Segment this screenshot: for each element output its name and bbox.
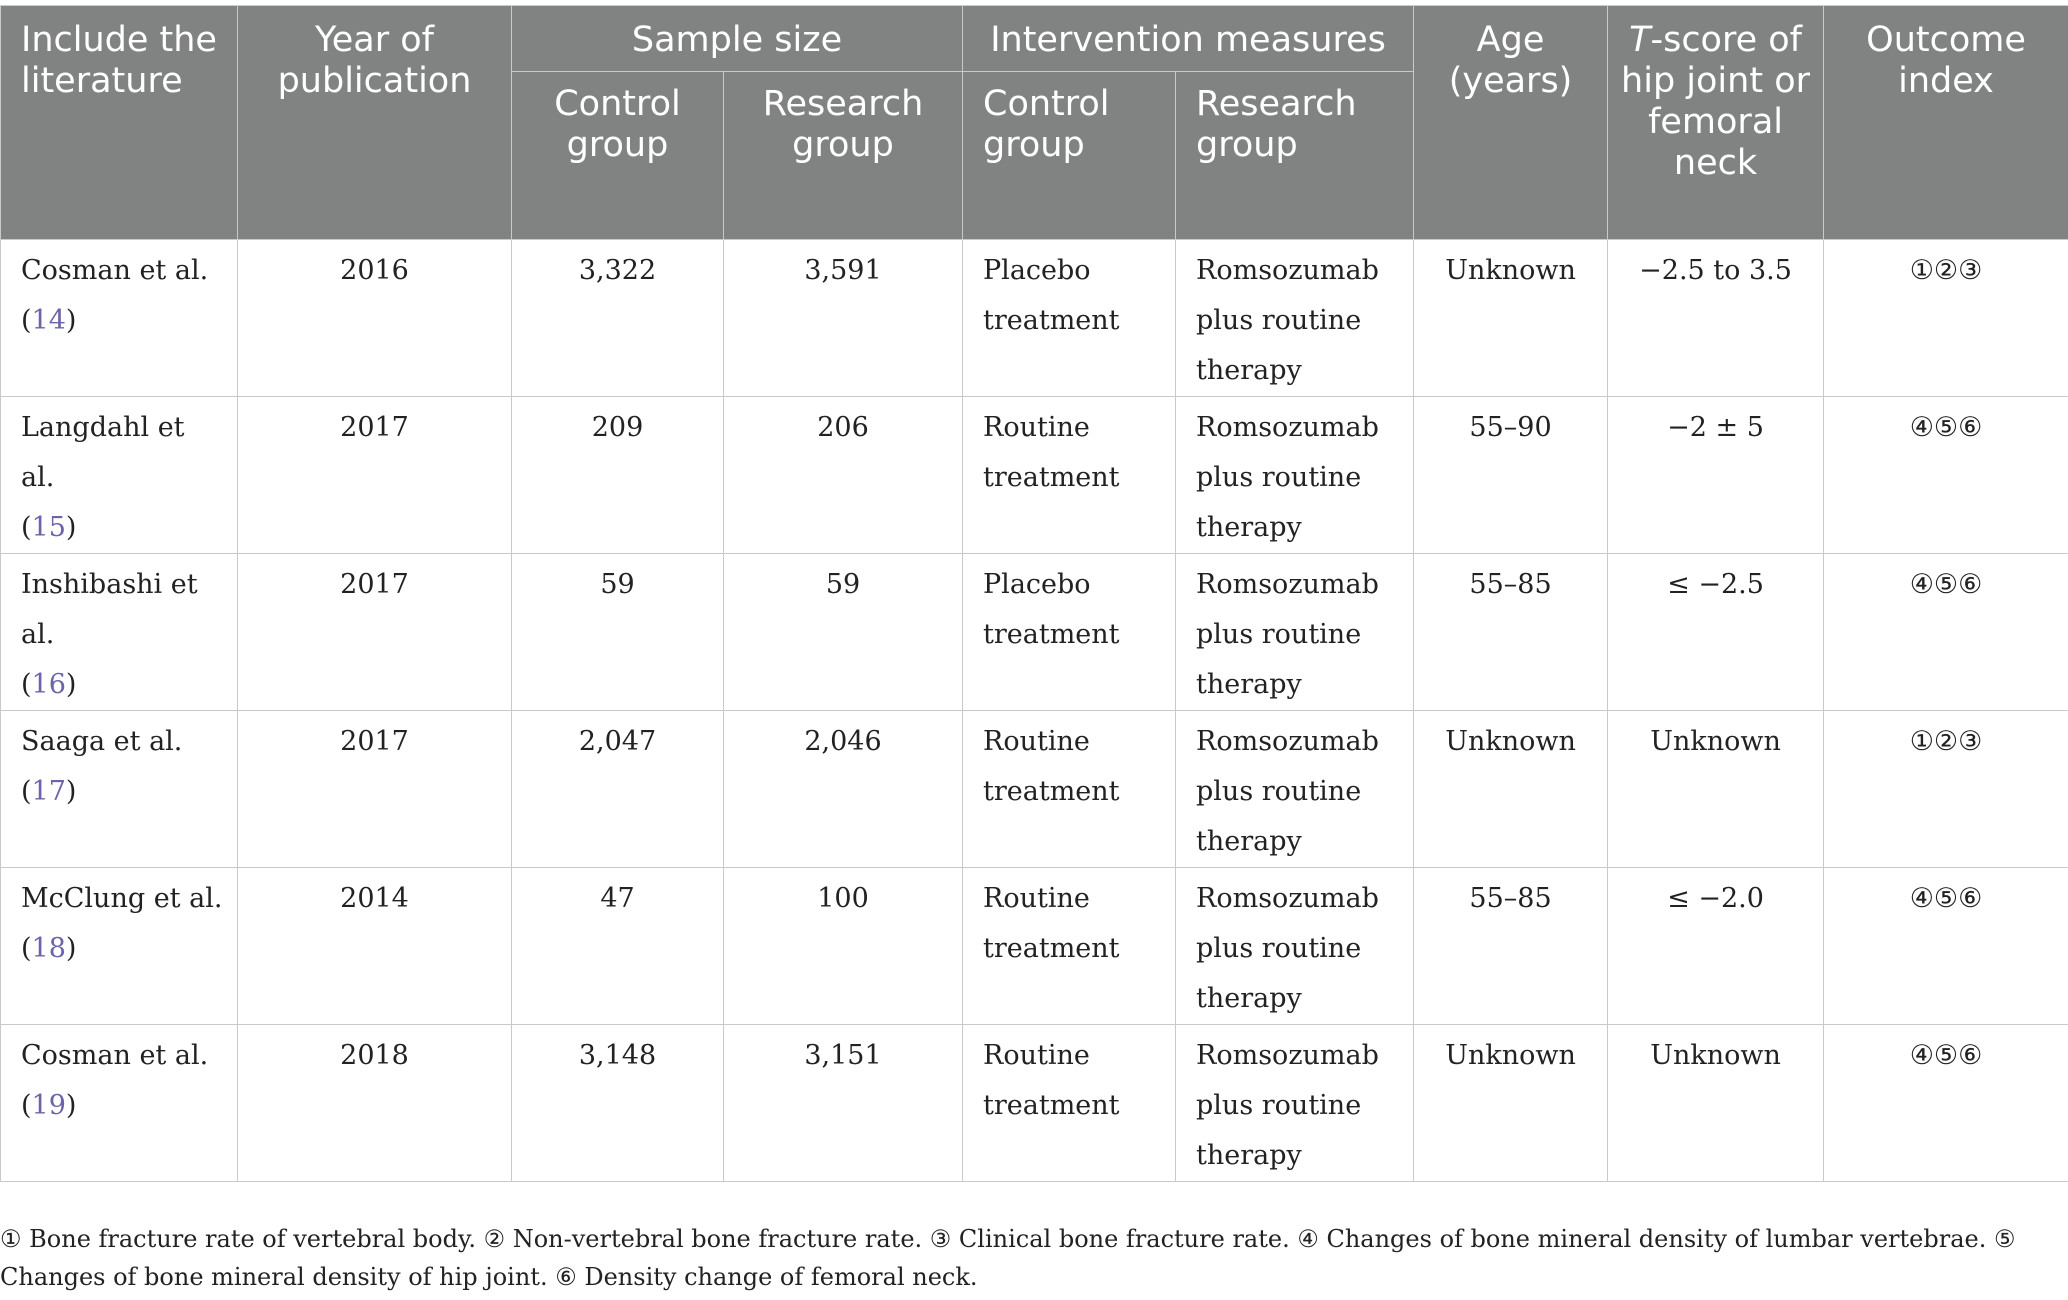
author-name: Cosman et al.: [21, 1040, 209, 1071]
cell-research-n: 206: [724, 397, 963, 554]
header-intervention: Intervention measures: [963, 6, 1414, 72]
cell-outcome: ④⑤⑥: [1824, 554, 2068, 711]
cell-control-n: 3,148: [512, 1025, 724, 1182]
cell-control-intervention: Placebo treatment: [963, 554, 1176, 711]
author-name: Saaga et al.: [21, 726, 183, 757]
reference-link[interactable]: 16: [31, 669, 66, 700]
cell-tscore: Unknown: [1608, 711, 1824, 868]
table-row: [1, 1025, 2068, 1182]
reference-link[interactable]: 14: [31, 305, 66, 336]
cell-research-n: 59: [724, 554, 963, 711]
cell-research-n: 100: [724, 868, 963, 1025]
cell-year: 2014: [238, 868, 512, 1025]
cell-research-intervention: Romsozumab plus routine therapy: [1176, 240, 1414, 397]
cell-research-intervention: Romsozumab plus routine therapy: [1176, 868, 1414, 1025]
cell-tscore: −2 ± 5: [1608, 397, 1824, 554]
cell-research-n: 2,046: [724, 711, 963, 868]
cell-tscore: −2.5 to 3.5: [1608, 240, 1824, 397]
cell-age: 55–85: [1414, 868, 1608, 1025]
table-row: [1, 711, 2068, 868]
header-sample-research: Research group: [724, 72, 963, 240]
table-header: [1, 6, 2068, 240]
cell-tscore: ≤ −2.5: [1608, 554, 1824, 711]
cell-control-intervention: Routine treatment: [963, 397, 1176, 554]
table-body: [1, 240, 2068, 1182]
cell-author: Inshibashi et al. (16): [1, 554, 238, 711]
cell-author: Cosman et al. (19): [1, 1025, 238, 1182]
cell-outcome: ①②③: [1824, 711, 2068, 868]
cell-author: Saaga et al. (17): [1, 711, 238, 868]
reference-link[interactable]: 19: [31, 1090, 66, 1121]
cell-age: Unknown: [1414, 1025, 1608, 1182]
cell-outcome: ④⑤⑥: [1824, 868, 2068, 1025]
author-name: Langdahl et al.: [21, 412, 185, 493]
cell-control-intervention: Routine treatment: [963, 711, 1176, 868]
cell-control-intervention: Routine treatment: [963, 1025, 1176, 1182]
cell-author: McClung et al. (18): [1, 868, 238, 1025]
cell-control-n: 209: [512, 397, 724, 554]
cell-control-n: 2,047: [512, 711, 724, 868]
cell-outcome: ④⑤⑥: [1824, 397, 2068, 554]
reference-link[interactable]: 17: [31, 776, 66, 807]
cell-author: Langdahl et al. (15): [1, 397, 238, 554]
cell-year: 2017: [238, 397, 512, 554]
header-tscore: [1608, 6, 1824, 240]
header-age: Age (years): [1414, 6, 1608, 240]
cell-research-intervention: Romsozumab plus routine therapy: [1176, 554, 1414, 711]
cell-research-n: 3,591: [724, 240, 963, 397]
cell-year: 2017: [238, 554, 512, 711]
cell-tscore: ≤ −2.0: [1608, 868, 1824, 1025]
cell-control-n: 59: [512, 554, 724, 711]
header-year: Year of publication: [238, 6, 512, 240]
cell-control-n: 3,322: [512, 240, 724, 397]
cell-control-n: 47: [512, 868, 724, 1025]
header-tscore-rest: -score of hip joint or femoral neck: [1621, 20, 1810, 183]
cell-author: Cosman et al. (14): [1, 240, 238, 397]
header-sample-control: Control group: [512, 72, 724, 240]
literature-table-container: [0, 5, 2068, 1182]
header-intervention-control: Control group: [963, 72, 1176, 240]
reference-link[interactable]: 18: [31, 933, 66, 964]
author-name: McClung et al.: [21, 883, 223, 914]
table-footnote: ① Bone fracture rate of vertebral body. ② Non-vertebral bone fracture rate. ③ Clinical bone fracture rate. ④ Changes of bone mineral density of lumbar vertebrae. ⑤ Changes of bone mineral density of hip joint. ⑥ Density change of femoral neck.: [0, 1225, 2016, 1291]
cell-age: 55–85: [1414, 554, 1608, 711]
header-literature: Include the literature: [1, 6, 238, 240]
cell-year: 2018: [238, 1025, 512, 1182]
table-row: [1, 240, 2068, 397]
cell-age: Unknown: [1414, 240, 1608, 397]
author-name: Inshibashi et al.: [21, 569, 198, 650]
header-sample-size: Sample size: [512, 6, 963, 72]
cell-year: 2017: [238, 711, 512, 868]
cell-outcome: ④⑤⑥: [1824, 1025, 2068, 1182]
cell-research-intervention: Romsozumab plus routine therapy: [1176, 1025, 1414, 1182]
table-row: [1, 554, 2068, 711]
header-outcome: Outcome index: [1824, 6, 2068, 240]
cell-control-intervention: Routine treatment: [963, 868, 1176, 1025]
cell-research-intervention: Romsozumab plus routine therapy: [1176, 397, 1414, 554]
table-row: [1, 868, 2068, 1025]
cell-research-n: 3,151: [724, 1025, 963, 1182]
literature-table: [0, 5, 2068, 1182]
reference-link[interactable]: 15: [31, 512, 66, 543]
header-tscore-italic: T: [1629, 20, 1651, 60]
cell-outcome: ①②③: [1824, 240, 2068, 397]
cell-control-intervention: Placebo treatment: [963, 240, 1176, 397]
cell-tscore: Unknown: [1608, 1025, 1824, 1182]
cell-year: 2016: [238, 240, 512, 397]
cell-age: Unknown: [1414, 711, 1608, 868]
header-intervention-research: Research group: [1176, 72, 1414, 240]
author-name: Cosman et al.: [21, 255, 209, 286]
cell-research-intervention: Romsozumab plus routine therapy: [1176, 711, 1414, 868]
table-row: [1, 397, 2068, 554]
cell-age: 55–90: [1414, 397, 1608, 554]
